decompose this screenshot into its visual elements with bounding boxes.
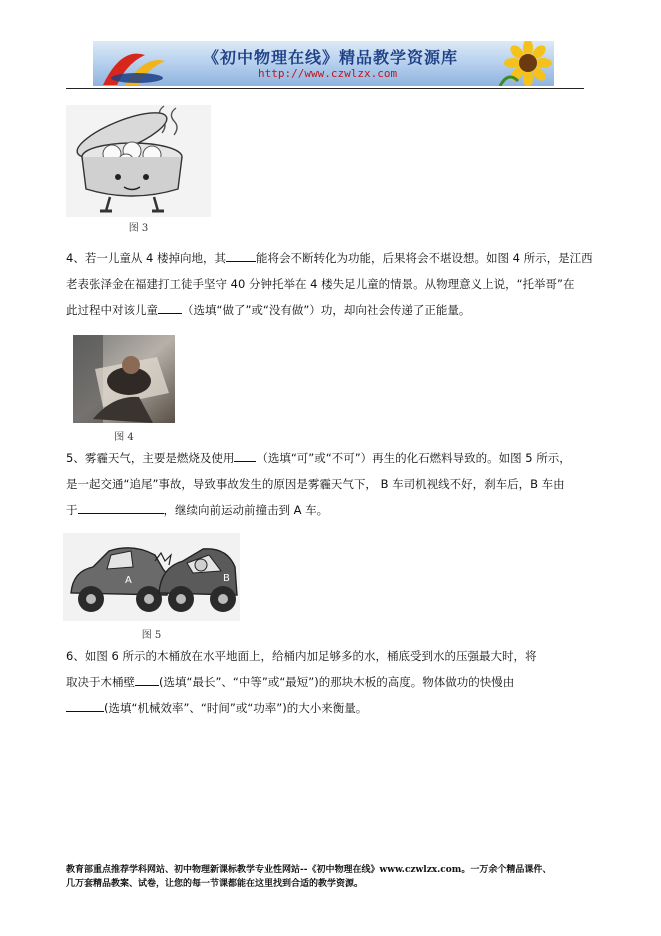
footer-line-2: 几万套精品教案、试卷，让您的每一节课都能在这里找到合适的教学资源。 bbox=[66, 879, 364, 889]
question-4-line-3: 此过程中对该儿童 （选填“做了”或“没有做”）功，却向社会传递了正能量。 bbox=[66, 303, 471, 317]
answer-blank[interactable] bbox=[135, 673, 159, 686]
question-4-line-2: 老表张泽金在福建打工徒手坚守 40 分钟托举在 4 楼失足儿童的情景。从物理意义上说，“托举哥”在 bbox=[66, 277, 575, 291]
steamer-illustration bbox=[66, 105, 211, 217]
question-5-line-2: 是一起交通“追尾”事故，导致事故发生的原因是雾霾天气下， B 车司机视线不好，刹车后，B 车由 bbox=[66, 477, 565, 491]
answer-blank[interactable] bbox=[66, 699, 104, 712]
rescue-photo bbox=[73, 335, 175, 423]
question-5 bbox=[66, 445, 596, 523]
question-6-line-2: 取决于木桶壁 (选填“最长”、“中等”或“最短”)的那块木板的高度。物体做功的快慢由 bbox=[66, 675, 515, 689]
question-4 bbox=[66, 245, 596, 323]
figure-3 bbox=[66, 105, 211, 235]
question-5-line-3: 于 ，继续向前运动前撞击到 A 车。 bbox=[66, 503, 329, 517]
figure-4 bbox=[73, 335, 175, 443]
page-footer bbox=[66, 863, 596, 891]
sunflower-icon bbox=[494, 41, 554, 86]
figure-5-caption: 图 5 bbox=[141, 630, 162, 641]
question-4-line-1: 4、若一儿童从 4 楼掉向地，其 能将会不断转化为功能，后果将会不堪设想。如图 4 所示，是江西 bbox=[66, 251, 593, 265]
header-banner bbox=[93, 41, 554, 86]
answer-blank[interactable] bbox=[234, 449, 256, 462]
question-6-line-3: (选填“机械效率”、“时间”或“功率”)的大小来衡量。 bbox=[66, 695, 596, 721]
footer-line-1: 教育部重点推荐学科网站、初中物理新课标教学专业性网站--《初中物理在线》www.czwlzx.com。一万余个精品课件、 bbox=[66, 865, 552, 875]
answer-blank[interactable] bbox=[226, 249, 256, 262]
banner-url[interactable]: http://www.czwlzx.com bbox=[258, 67, 398, 80]
banner-title: 《初中物理在线》精品教学资源库 bbox=[203, 48, 459, 67]
question-6 bbox=[66, 643, 596, 721]
figure-4-caption: 图 4 bbox=[114, 432, 134, 443]
svg-text:B: B bbox=[223, 573, 230, 584]
site-logo-icon bbox=[93, 41, 193, 86]
question-5-line-1: 5、雾霾天气，主要是燃烧及使用 （选填“可”或“不可”）再生的化石燃料导致的。如图 5 所示， bbox=[66, 451, 571, 465]
figure-3-caption: 图 3 bbox=[128, 223, 149, 234]
answer-blank[interactable] bbox=[158, 301, 182, 314]
collision-illustration bbox=[63, 533, 240, 621]
answer-blank[interactable] bbox=[78, 501, 164, 514]
svg-text:A: A bbox=[125, 575, 132, 586]
question-6-line-1: 6、如图 6 所示的木桶放在水平地面上，给桶内加足够多的水，桶底受到水的压强最大时，将 bbox=[66, 649, 537, 663]
header-divider bbox=[66, 88, 584, 89]
figure-5 bbox=[63, 533, 240, 641]
